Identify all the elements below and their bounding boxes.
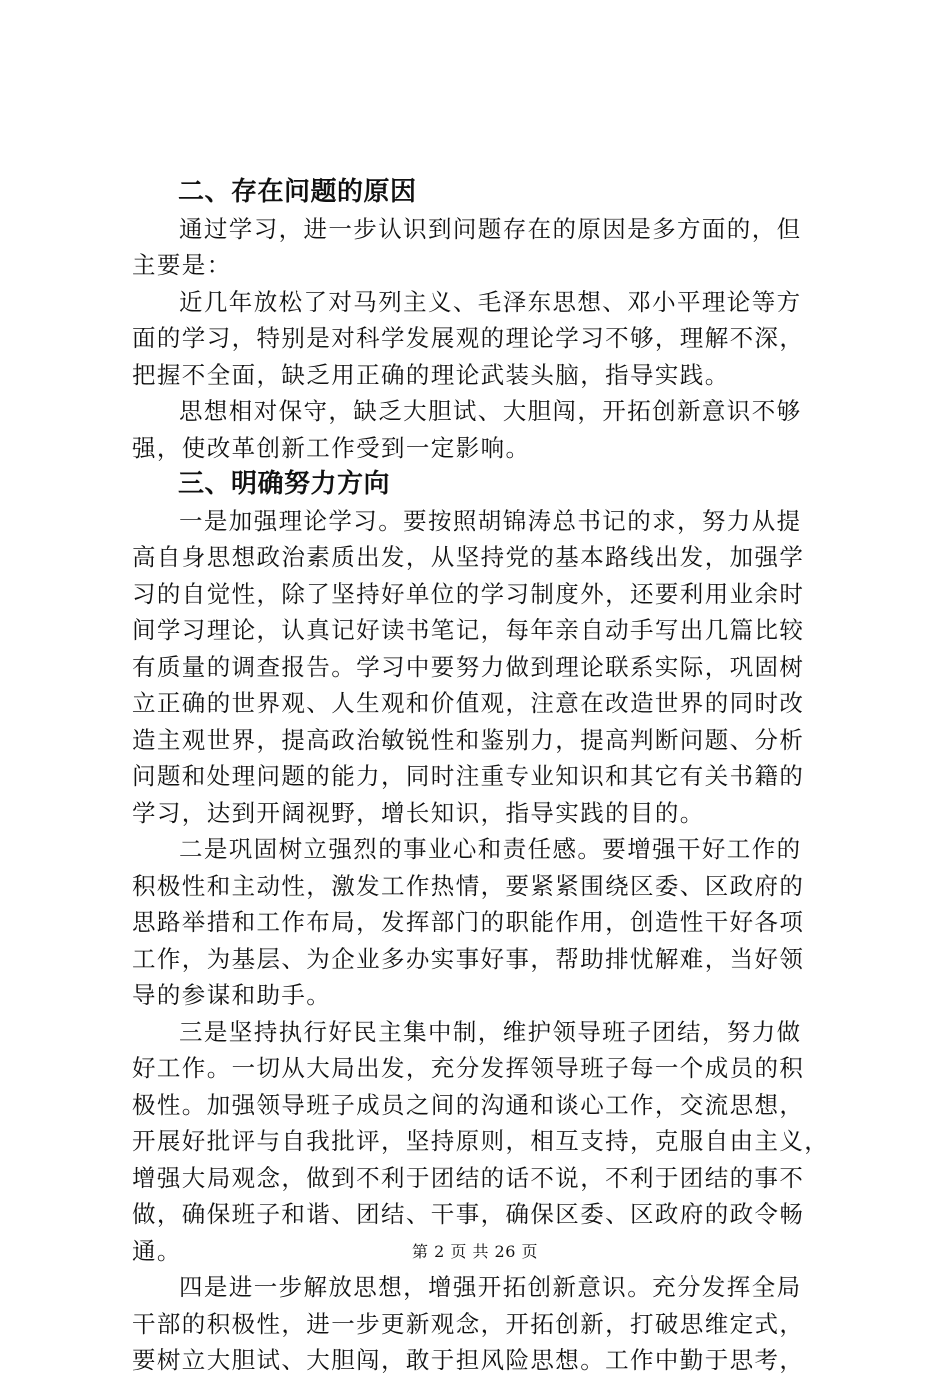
section-heading: 二、存在问题的原因	[178, 177, 417, 207]
paragraph	[132, 284, 832, 394]
section-heading: 三、明确努力方向	[178, 469, 391, 499]
paragraph	[132, 393, 832, 466]
paragraph	[132, 503, 832, 832]
paragraph-line: 通过学习，进一步认识到问题存在的原因是多方面的，但	[179, 214, 802, 243]
paragraph-line: 思想相对保守，缺乏大胆试、大胆闯，开拓创新意识不够	[179, 397, 802, 425]
paragraph-line: 间学习理论，认真记好读书笔记，每年亲自动手写出几篇比较	[132, 616, 805, 644]
paragraph	[132, 1269, 832, 1379]
paragraph-line: 极性。加强领导班子成员之间的沟通和谈心工作，交流思想，	[132, 1090, 805, 1119]
paragraph-line: 四是进一步解放思想，增强开拓创新意识。充分发挥全局	[179, 1273, 802, 1301]
paragraph-line: 好工作。一切从大局出发，充分发挥领导班子每一个成员的积	[132, 1054, 805, 1082]
paragraph-line: 高自身思想政治素质出发，从坚持党的基本路线出发，加强学	[132, 543, 805, 571]
paragraph-line: 开展好批评与自我批评，坚持原则，相互支持，克服自由主义，	[132, 1127, 830, 1155]
paragraph-line: 把握不全面，缺乏用正确的理论武装头脑，指导实践。	[132, 360, 730, 389]
paragraph-line: 近几年放松了对马列主义、毛泽东思想、邓小平理论等方	[179, 287, 802, 316]
paragraph-line: 导的参谋和助手。	[132, 981, 332, 1009]
paragraph-line: 增强大局观念，做到不利于团结的话不说，不利于团结的事不	[132, 1163, 805, 1192]
document-body	[132, 174, 832, 1379]
paragraph-line: 主要是：	[132, 251, 232, 279]
paragraph-line: 强，使改革创新工作受到一定影响。	[132, 433, 531, 462]
paragraph-line: 面的学习，特别是对科学发展观的理论学习不够，理解不深，	[132, 324, 805, 352]
paragraph-line: 习的自觉性，除了坚持好单位的学习制度外，还要利用业余时	[132, 579, 805, 608]
paragraph-line: 思路举措和工作布局，发挥部门的职能作用，创造性干好各项	[132, 908, 805, 936]
paragraph-line: 学习，达到开阔视野，增长知识，指导实践的目的。	[132, 798, 705, 827]
paragraph	[132, 211, 832, 284]
paragraph-line: 造主观世界，提高政治敏锐性和鉴别力，提高判断问题、分析	[132, 725, 805, 754]
paragraph-line: 有质量的调查报告。学习中要努力做到理论联系实际，巩固树	[132, 652, 805, 681]
paragraph	[132, 831, 832, 1014]
paragraph-line: 立正确的世界观、人生观和价值观，注意在改造世界的同时改	[132, 689, 805, 717]
paragraph-line: 要树立大胆试、大胆闯，敢于担风险思想。工作中勤于思考，	[132, 1346, 805, 1374]
paragraph-line: 做，确保班子和谐、团结、干事，确保区委、区政府的政令畅	[132, 1200, 805, 1228]
paragraph-line: 积极性和主动性，激发工作热情，要紧紧围绕区委、区政府的	[132, 871, 805, 900]
paragraph-line: 二是巩固树立强烈的事业心和责任感。要增强干好工作的	[179, 835, 802, 863]
paragraph-line: 一是加强理论学习。要按照胡锦涛总书记的求，努力从提	[179, 506, 802, 535]
paragraph-line: 三是坚持执行好民主集中制，维护领导班子团结，努力做	[179, 1017, 802, 1046]
paragraph-line: 干部的积极性，进一步更新观念，开拓创新，打破思维定式，	[132, 1309, 805, 1338]
page-footer: 第 2 页 共 26 页	[412, 1242, 538, 1261]
paragraph	[132, 1014, 832, 1270]
paragraph-line: 工作，为基层、为企业多办实事好事，帮助排忧解难，当好领	[132, 944, 805, 973]
paragraph-line: 通。	[132, 1236, 182, 1265]
paragraph-line: 问题和处理问题的能力，同时注重专业知识和其它有关书籍的	[132, 762, 805, 790]
